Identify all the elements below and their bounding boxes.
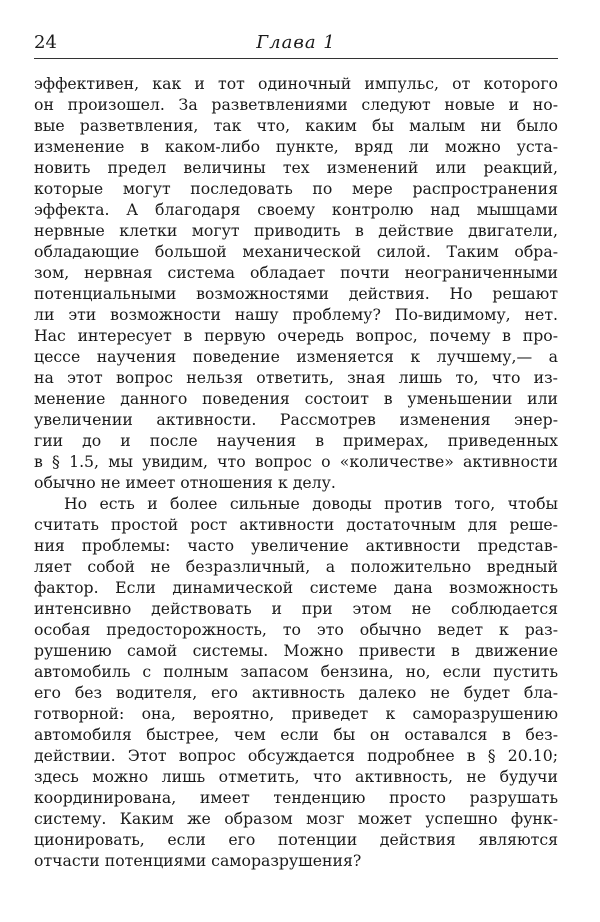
text-line: эффективен, как и тот одиночный импульс, от которого: [34, 74, 558, 93]
text-line: обычно не имеет отношения к делу.: [34, 473, 336, 492]
paragraph-2: [34, 493, 558, 871]
text-line: увеличении активности. Рассмотрев изменения энер-: [34, 410, 558, 429]
text-line: нервные клетки могут приводить в действие двигатели,: [34, 221, 558, 240]
text-line: обладающие большой механической силой. Таким обра-: [34, 242, 558, 261]
text-line: ния проблемы: часто увеличение активности представ-: [34, 536, 558, 555]
text-line: готворной: она, вероятно, приведет к саморазрушению: [34, 704, 558, 723]
text-line: Нас интересует в первую очередь вопрос, почему в про-: [34, 326, 558, 345]
text-line: его без водителя, его активность далеко не будет бла-: [34, 683, 558, 702]
text-line: он произошел. За разветвлениями следуют новые и но-: [34, 95, 558, 114]
text-line: цессе научения поведение изменяется к лучшему,— а: [34, 347, 558, 366]
text-line: Но есть и более сильные доводы против того, чтобы: [64, 494, 558, 513]
text-line: особая предосторожность, то это обычно ведет к раз-: [34, 620, 558, 639]
text-line: автомобиля быстрее, чем если бы он оставался в без-: [34, 725, 558, 744]
running-title: Глава 1: [256, 32, 336, 53]
text-line: ционировать, если его потенции действия являются: [34, 830, 558, 849]
page-header: [34, 32, 558, 56]
text-line: интенсивно действовать и при этом не соблюдается: [34, 599, 558, 618]
text-line: ли эти возможности нашу проблему? По-видимому, нет.: [34, 305, 558, 324]
text-line: которые могут последовать по мере распространения: [34, 179, 558, 198]
paragraph-1: [34, 73, 558, 493]
text-line: систему. Каким же образом мозг может успешно функ-: [34, 809, 558, 828]
text-line: вые разветвления, так что, каким бы малым ни было: [34, 116, 558, 135]
text-line: рушению самой системы. Можно привести в движение: [34, 641, 558, 660]
page-number: 24: [34, 32, 57, 53]
text-line: ляет собой не безразличный, а положительно вредный: [34, 557, 558, 576]
text-line: считать простой рост активности достаточным для реше-: [34, 515, 558, 534]
text-line: изменение в каком-либо пункте, вряд ли можно уста-: [34, 137, 558, 156]
text-line: отчасти потенциями саморазрушения?: [34, 851, 362, 870]
text-line: на этот вопрос нельзя ответить, зная лишь то, что из-: [34, 368, 558, 387]
text-line: эффекта. А благодаря своему контролю над мышцами: [34, 200, 558, 219]
header-rule: [34, 58, 558, 59]
text-line: здесь можно лишь отметить, что активность, не будучи: [34, 767, 558, 786]
text-line: гии до и после научения в примерах, приведенных: [34, 431, 558, 450]
text-line: потенциальными возможностями действия. Но решают: [34, 284, 558, 303]
text-line: действии. Этот вопрос обсуждается подробнее в § 20.10;: [34, 746, 558, 765]
text-line: зом, нервная система обладает почти неограниченными: [34, 263, 558, 282]
text-line: фактор. Если динамической системе дана возможность: [34, 578, 558, 597]
book-page: [34, 32, 558, 871]
text-line: менение данного поведения состоит в уменьшении или: [34, 389, 558, 408]
text-line: в § 1.5, мы увидим, что вопрос о «количестве» активности: [34, 452, 558, 471]
text-line: автомобиль с полным запасом бензина, но, если пустить: [34, 662, 558, 681]
text-line: координирована, имеет тенденцию просто разрушать: [34, 788, 558, 807]
text-line: новить предел величины тех изменений или реакций,: [34, 158, 558, 177]
